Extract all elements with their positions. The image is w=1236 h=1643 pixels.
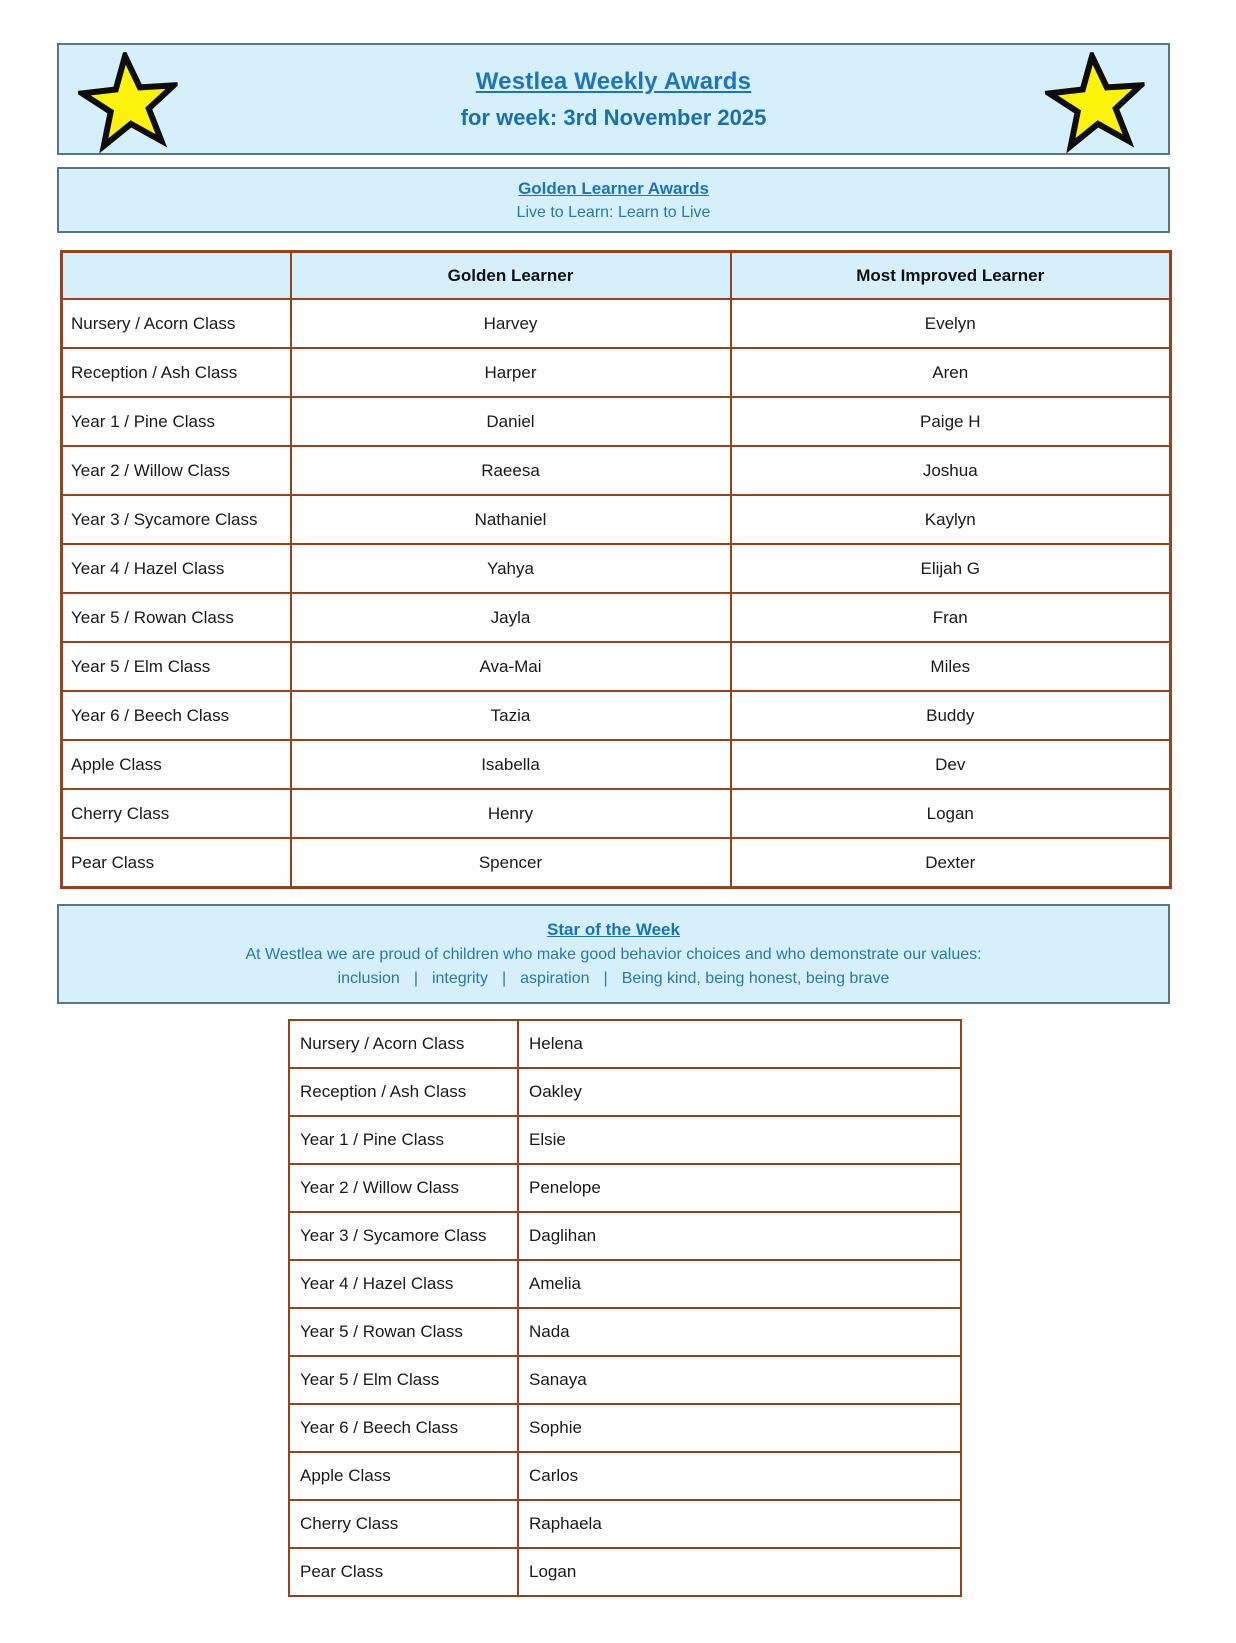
star-name-cell: Helena — [518, 1020, 961, 1068]
class-cell: Pear Class — [62, 838, 291, 888]
star-name-cell: Nada — [518, 1308, 961, 1356]
most-improved-cell: Dev — [731, 740, 1171, 789]
class-cell: Year 1 / Pine Class — [62, 397, 291, 446]
golden-learner-cell: Spencer — [291, 838, 731, 888]
class-cell: Year 2 / Willow Class — [289, 1164, 518, 1212]
page-subtitle: for week: 3rd November 2025 — [460, 104, 767, 130]
table-row — [289, 1164, 961, 1212]
star-of-week-table — [288, 1019, 962, 1597]
star-icon — [79, 52, 179, 152]
class-cell: Cherry Class — [62, 789, 291, 838]
golden-learner-cell: Daniel — [291, 397, 731, 446]
class-cell: Apple Class — [289, 1452, 518, 1500]
star-name-cell: Daglihan — [518, 1212, 961, 1260]
class-cell: Year 3 / Sycamore Class — [62, 495, 291, 544]
star-name-cell: Logan — [518, 1548, 961, 1596]
star-of-week-table-body — [289, 1020, 961, 1596]
table-row — [62, 299, 1171, 348]
golden-learner-cell: Raeesa — [291, 446, 731, 495]
school-value: Being kind, being honest, being brave — [621, 970, 890, 987]
table-row — [289, 1404, 961, 1452]
most-improved-cell: Fran — [731, 593, 1171, 642]
table-row — [62, 789, 1171, 838]
school-value: inclusion — [337, 970, 400, 987]
table-row — [289, 1308, 961, 1356]
value-separator: | — [603, 970, 608, 987]
golden-learner-cell: Nathaniel — [291, 495, 731, 544]
golden-learner-cell: Jayla — [291, 593, 731, 642]
table-row — [289, 1548, 961, 1596]
header-banner — [57, 43, 1170, 155]
table-row — [289, 1116, 961, 1164]
star-name-cell: Penelope — [518, 1164, 961, 1212]
golden-learner-cell: Harvey — [291, 299, 731, 348]
school-value: aspiration — [520, 970, 590, 987]
table-row — [289, 1020, 961, 1068]
most-improved-cell: Joshua — [731, 446, 1171, 495]
table-row — [62, 691, 1171, 740]
class-cell: Year 6 / Beech Class — [62, 691, 291, 740]
table-row — [62, 544, 1171, 593]
most-improved-cell: Kaylyn — [731, 495, 1171, 544]
golden-learner-column-header: Golden Learner — [291, 252, 731, 300]
class-cell: Reception / Ash Class — [289, 1068, 518, 1116]
school-motto: Live to Learn: Learn to Live — [516, 203, 711, 221]
class-cell: Nursery / Acorn Class — [62, 299, 291, 348]
star-name-cell: Sanaya — [518, 1356, 961, 1404]
class-cell: Year 6 / Beech Class — [289, 1404, 518, 1452]
class-cell: Year 5 / Rowan Class — [62, 593, 291, 642]
class-cell: Year 4 / Hazel Class — [62, 544, 291, 593]
star-of-week-intro: At Westlea we are proud of children who make good behavior choices and who demonstrate our values: — [245, 946, 982, 963]
most-improved-cell: Aren — [731, 348, 1171, 397]
class-cell: Apple Class — [62, 740, 291, 789]
table-row — [62, 446, 1171, 495]
most-improved-cell: Evelyn — [731, 299, 1171, 348]
class-cell: Year 2 / Willow Class — [62, 446, 291, 495]
class-column-header — [62, 252, 291, 300]
table-row — [62, 593, 1171, 642]
golden-learner-cell: Tazia — [291, 691, 731, 740]
golden-learner-cell: Isabella — [291, 740, 731, 789]
most-improved-column-header: Most Improved Learner — [731, 252, 1171, 300]
most-improved-cell: Elijah G — [731, 544, 1171, 593]
golden-learner-title: Golden Learner Awards — [518, 178, 709, 198]
golden-learner-banner — [57, 167, 1170, 233]
class-cell: Year 5 / Rowan Class — [289, 1308, 518, 1356]
class-cell: Pear Class — [289, 1548, 518, 1596]
most-improved-cell: Miles — [731, 642, 1171, 691]
golden-learner-cell: Ava-Mai — [291, 642, 731, 691]
table-row — [62, 397, 1171, 446]
table-row — [62, 740, 1171, 789]
class-cell: Nursery / Acorn Class — [289, 1020, 518, 1068]
star-name-cell: Sophie — [518, 1404, 961, 1452]
class-cell: Year 1 / Pine Class — [289, 1116, 518, 1164]
class-cell: Year 4 / Hazel Class — [289, 1260, 518, 1308]
page-title: Westlea Weekly Awards — [475, 67, 752, 95]
school-value: integrity — [431, 970, 488, 987]
most-improved-cell: Logan — [731, 789, 1171, 838]
star-icon — [1042, 48, 1150, 156]
star-name-cell: Elsie — [518, 1116, 961, 1164]
table-row — [289, 1356, 961, 1404]
table-row — [62, 495, 1171, 544]
star-of-week-banner — [57, 904, 1170, 1004]
class-cell: Reception / Ash Class — [62, 348, 291, 397]
golden-learner-table — [60, 250, 1172, 889]
table-row — [289, 1452, 961, 1500]
golden-learner-cell: Harper — [291, 348, 731, 397]
golden-learner-table-body — [62, 299, 1171, 888]
class-cell: Year 3 / Sycamore Class — [289, 1212, 518, 1260]
school-values-line — [338, 970, 890, 988]
class-cell: Cherry Class — [289, 1500, 518, 1548]
table-row — [289, 1260, 961, 1308]
class-cell: Year 5 / Elm Class — [62, 642, 291, 691]
star-name-cell: Oakley — [518, 1068, 961, 1116]
golden-learner-cell: Yahya — [291, 544, 731, 593]
star-name-cell: Raphaela — [518, 1500, 961, 1548]
most-improved-cell: Dexter — [731, 838, 1171, 888]
most-improved-cell: Paige H — [731, 397, 1171, 446]
golden-learner-cell: Henry — [291, 789, 731, 838]
table-row — [289, 1068, 961, 1116]
most-improved-cell: Buddy — [731, 691, 1171, 740]
star-of-week-title: Star of the Week — [547, 920, 680, 939]
table-header-row — [62, 252, 1171, 300]
value-separator: | — [502, 970, 507, 987]
table-row — [62, 838, 1171, 888]
table-row — [289, 1500, 961, 1548]
star-icon — [1046, 52, 1146, 152]
star-icon — [75, 48, 183, 156]
star-name-cell: Amelia — [518, 1260, 961, 1308]
value-separator: | — [413, 970, 418, 987]
table-row — [62, 642, 1171, 691]
table-row — [289, 1212, 961, 1260]
table-row — [62, 348, 1171, 397]
class-cell: Year 5 / Elm Class — [289, 1356, 518, 1404]
star-name-cell: Carlos — [518, 1452, 961, 1500]
